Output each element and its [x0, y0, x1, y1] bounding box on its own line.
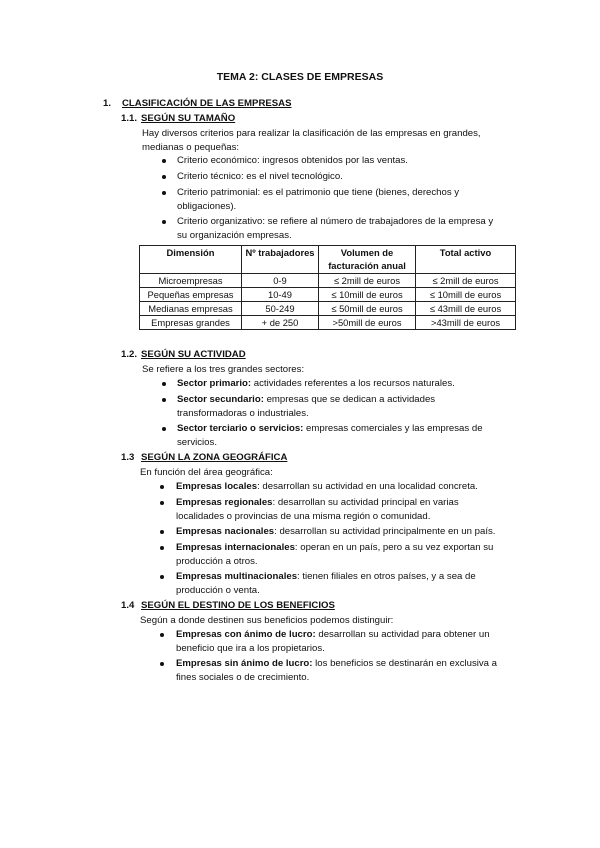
bullet-icon — [160, 501, 164, 505]
list-item-text: producción o venta. — [176, 585, 260, 596]
list-item-text: Criterio económico: ingresos obtenidos por las ventas. — [177, 155, 408, 166]
table-header-cell: Total activo — [416, 246, 516, 274]
table-cell: Empresas grandes — [140, 316, 242, 330]
table-cell: 50-249 — [242, 302, 319, 316]
list-item-text: servicios. — [177, 437, 217, 448]
list-item-desc: : desarrollan su actividad principal en varias — [272, 497, 459, 508]
list-item-term: Empresas locales — [176, 481, 258, 492]
bullet-icon — [160, 662, 164, 666]
list-item-text — [176, 629, 490, 640]
list-item-term: Sector terciario o servicios: — [177, 423, 304, 434]
section-1-1-intro-line: medianas o pequeñas: — [142, 142, 240, 153]
bullet-icon — [160, 546, 164, 550]
table-cell: ≤ 43mill de euros — [416, 302, 516, 316]
bullet-icon — [160, 485, 164, 489]
bullet-icon — [160, 633, 164, 637]
section-1-3-number: 1.3 — [121, 452, 135, 463]
list-item-text — [177, 423, 483, 434]
list-item-term: Sector primario: — [177, 378, 252, 389]
bullet-icon — [160, 575, 164, 579]
list-item-text: transformadoras o industriales. — [177, 408, 309, 419]
bullet-icon — [162, 175, 166, 179]
list-item-term: Empresas multinacionales — [176, 571, 298, 582]
bullet-icon — [162, 382, 166, 386]
bullet-icon — [162, 427, 166, 431]
list-item-text: Criterio organizativo: se refiere al número de trabajadores de la empresa y — [177, 216, 494, 227]
list-item-text: producción a otros. — [176, 556, 258, 567]
table-row — [140, 288, 516, 302]
section-1-1-number: 1.1. — [121, 113, 138, 124]
section-1-2-heading: SEGÚN SU ACTIVIDAD — [141, 349, 246, 360]
section-1-4-heading: SEGÚN EL DESTINO DE LOS BENEFICIOS — [141, 600, 335, 611]
list-item-text — [176, 658, 497, 669]
table-header-cell: Volumen de facturación anual — [319, 246, 416, 274]
table-cell: ≤ 10mill de euros — [416, 288, 516, 302]
list-item-desc: : tienen filiales en otros países, y a sea de — [297, 571, 476, 582]
bullet-icon — [162, 191, 166, 195]
list-item-term: Empresas regionales — [176, 497, 273, 508]
table-cell: + de 250 — [242, 316, 319, 330]
list-item-text — [177, 394, 435, 405]
table-row — [140, 274, 516, 288]
list-item-desc: desarrollan su actividad para obtener un — [315, 629, 490, 640]
table-cell: >50mill de euros — [319, 316, 416, 330]
size-classification-table — [139, 245, 516, 330]
list-item-text — [176, 526, 495, 537]
section-1-1-intro-line: Hay diversos criterios para realizar la clasificación de las empresas en grandes, — [142, 128, 481, 139]
table-header-cell: Nº trabajadores — [242, 246, 319, 274]
section-1-heading: CLASIFICACIÓN DE LAS EMPRESAS — [122, 98, 292, 109]
section-1-3-heading: SEGÚN LA ZONA GEOGRÁFICA — [141, 452, 288, 463]
section-1-1-heading: SEGÚN SU TAMAÑO — [141, 113, 236, 124]
page-title: TEMA 2: CLASES DE EMPRESAS — [216, 71, 384, 83]
list-item-desc: : operan en un país, pero a su vez exportan su — [294, 542, 494, 553]
bullet-icon — [162, 220, 166, 224]
list-item-text: su organización empresas. — [177, 230, 292, 241]
list-item-term: Empresas con ánimo de lucro: — [176, 629, 316, 640]
table-cell: ≤ 2mill de euros — [319, 274, 416, 288]
list-item-desc: : desarrollan su actividad principalmente en un país. — [274, 526, 496, 537]
table-cell: 10-49 — [242, 288, 319, 302]
list-item-text — [176, 497, 459, 508]
list-item-term: Sector secundario: — [177, 394, 264, 405]
list-item-text — [177, 378, 455, 389]
list-item-term: Empresas internacionales — [176, 542, 295, 553]
table-cell: >43mill de euros — [416, 316, 516, 330]
table-cell: Medianas empresas — [140, 302, 242, 316]
section-1-number: 1. — [103, 98, 112, 109]
bullet-icon — [162, 398, 166, 402]
list-item-text — [176, 571, 476, 582]
section-1-3-intro: En función del área geográfica: — [140, 467, 273, 478]
list-item-text: Criterio patrimonial: es el patrimonio que tiene (bienes, derechos y — [177, 187, 460, 198]
section-1-4-number: 1.4 — [121, 600, 135, 611]
bullet-icon — [162, 159, 166, 163]
table-header-cell: Dimensión — [140, 246, 242, 274]
bullet-icon — [160, 530, 164, 534]
table-header-row — [140, 246, 516, 274]
list-item-desc: empresas comerciales y las empresas de — [303, 423, 483, 434]
list-item-text — [176, 542, 493, 553]
list-item-desc: empresas que se dedican a actividades — [263, 394, 436, 405]
list-item-text: localidades o provincias de una misma región o comunidad. — [176, 511, 431, 522]
list-item-desc: actividades referentes a los recursos naturales. — [251, 378, 455, 389]
list-item-text: beneficio que ira a los propietarios. — [176, 643, 325, 654]
list-item-term: Empresas nacionales — [176, 526, 275, 537]
list-item-desc: : desarrollan su actividad en una localidad concreta. — [257, 481, 478, 492]
list-item-text: Criterio técnico: es el nivel tecnológico. — [177, 171, 343, 182]
table-row — [140, 302, 516, 316]
table-cell: ≤ 50mill de euros — [319, 302, 416, 316]
section-1-2-intro: Se refiere a los tres grandes sectores: — [142, 364, 305, 375]
list-item-text — [176, 481, 478, 492]
table-cell: ≤ 2mill de euros — [416, 274, 516, 288]
table-row — [140, 316, 516, 330]
table-cell: 0-9 — [242, 274, 319, 288]
table-cell: Pequeñas empresas — [140, 288, 242, 302]
list-item-desc: los beneficios se destinarán en exclusiva a — [312, 658, 498, 669]
list-item-text: obligaciones). — [177, 201, 237, 212]
section-1-4-intro: Según a donde destinen sus beneficios podemos distinguir: — [140, 615, 394, 626]
table-cell: Microempresas — [140, 274, 242, 288]
list-item-term: Empresas sin ánimo de lucro: — [176, 658, 313, 669]
table-cell: ≤ 10mill de euros — [319, 288, 416, 302]
section-1-2-number: 1.2. — [121, 349, 138, 360]
list-item-text: fines sociales o de crecimiento. — [176, 672, 310, 683]
